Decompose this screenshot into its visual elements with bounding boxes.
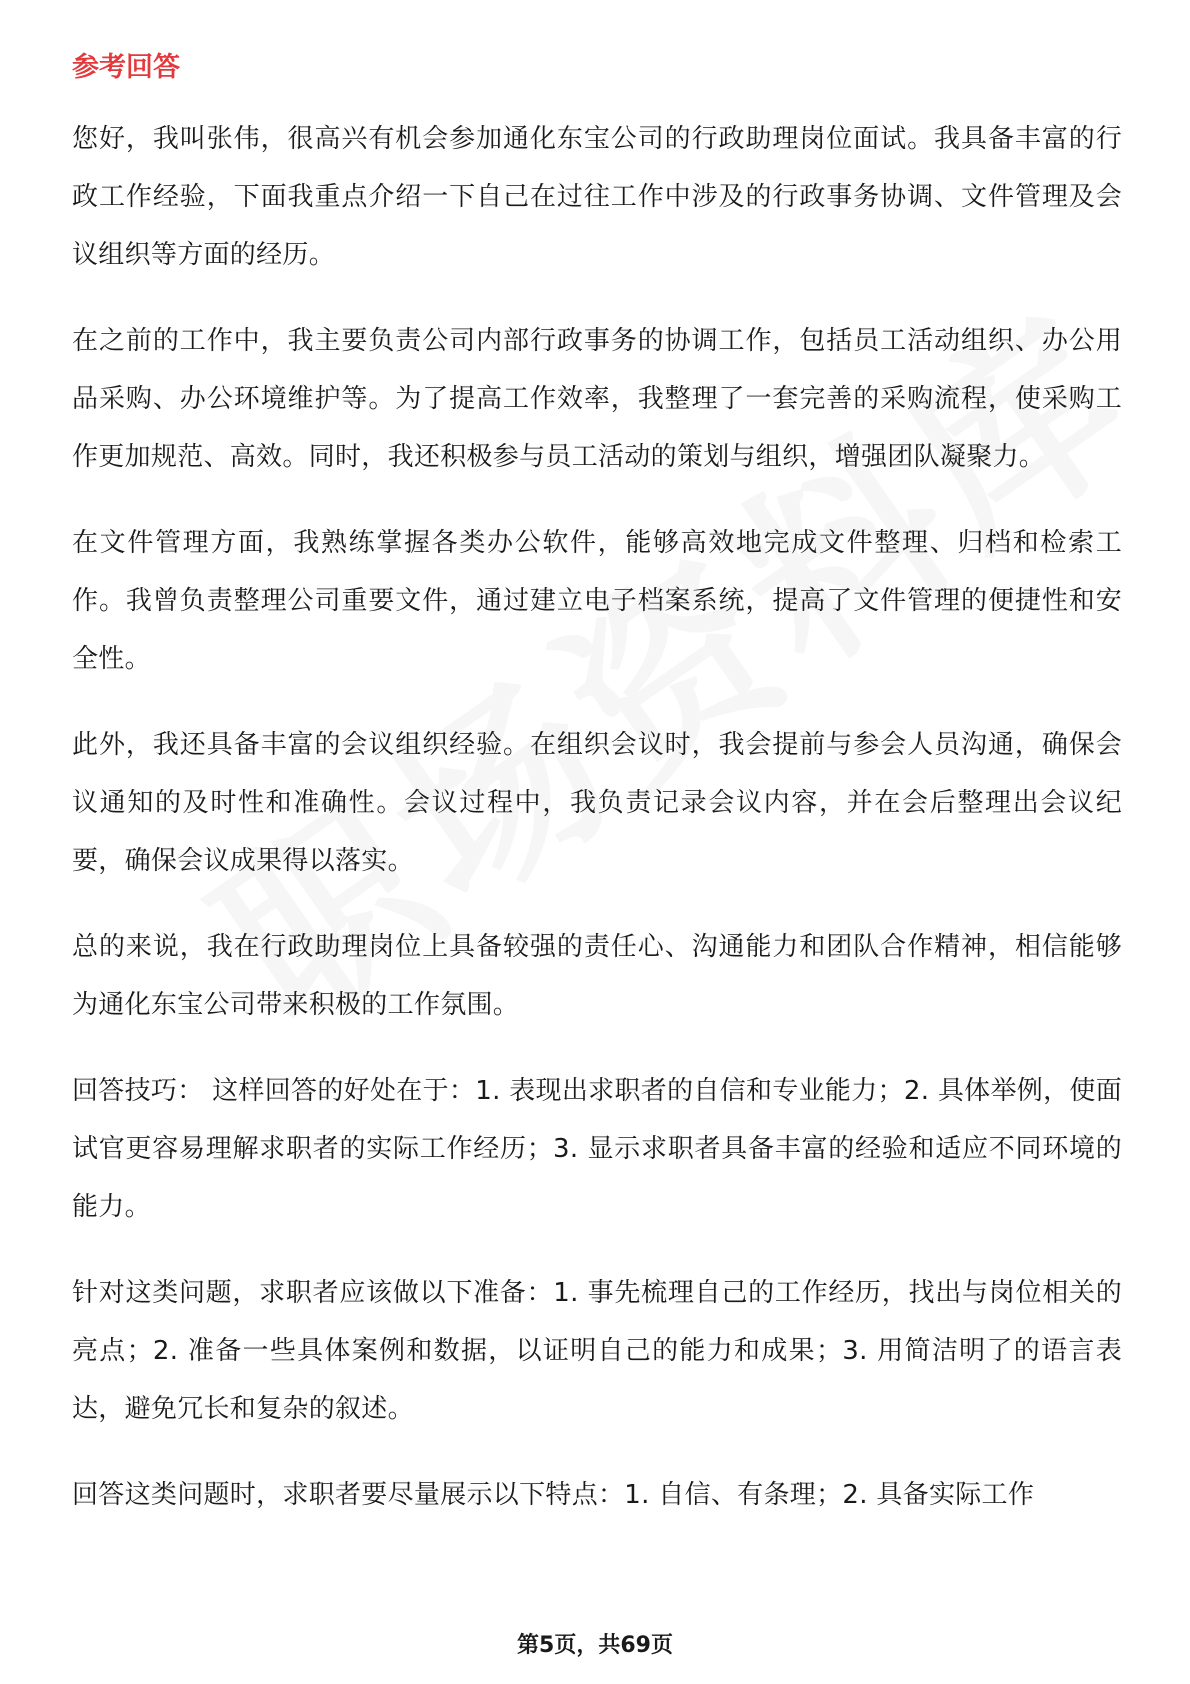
paragraph-meeting-organization: 此外，我还具备丰富的会议组织经验。在组织会议时，我会提前与参会人员沟通，确保会议通知的及时性和准确性。会议过程中，我负责记录会议内容，并在会后整理出会议纪要，确保会议成果得以落实。	[72, 730, 1122, 876]
page-number: 第5页，共69页	[517, 1633, 673, 1658]
section-title: 参考回答	[72, 52, 180, 83]
paragraph-preparation: 针对这类问题，求职者应该做以下准备：1. 事先梳理自己的工作经历，找出与岗位相关的亮点；2. 准备一些具体案例和数据，以证明自己的能力和成果；3. 用简洁明了的语言表达，避免冗长和复杂的叙述。	[72, 1278, 1122, 1424]
paragraph-file-management: 在文件管理方面，我熟练掌握各类办公软件，能够高效地完成文件整理、归档和检索工作。我曾负责整理公司重要文件，通过建立电子档案系统，提高了文件管理的便捷性和安全性。	[72, 528, 1122, 674]
paragraph-intro: 您好，我叫张伟，很高兴有机会参加通化东宝公司的行政助理岗位面试。我具备丰富的行政工作经验，下面我重点介绍一下自己在过往工作中涉及的行政事务协调、文件管理及会议组织等方面的经历。	[72, 124, 1122, 270]
paragraph-traits: 回答这类问题时，求职者要尽量展示以下特点：1. 自信、有条理；2. 具备实际工作	[72, 1480, 1035, 1510]
paragraph-answer-tips: 回答技巧： 这样回答的好处在于：1. 表现出求职者的自信和专业能力；2. 具体举例，使面试官更容易理解求职者的实际工作经历；3. 显示求职者具备丰富的经验和适应不同环境的能力。	[72, 1076, 1122, 1222]
paragraph-summary: 总的来说，我在行政助理岗位上具备较强的责任心、沟通能力和团队合作精神，相信能够为通化东宝公司带来积极的工作氛围。	[72, 932, 1122, 1020]
paragraph-admin-coordination: 在之前的工作中，我主要负责公司内部行政事务的协调工作，包括员工活动组织、办公用品采购、办公环境维护等。为了提高工作效率，我整理了一套完善的采购流程，使采购工作更加规范、高效。同时，我还积极参与员工活动的策划与组织，增强团队凝聚力。	[72, 326, 1122, 472]
document-body	[72, 48, 1122, 1552]
